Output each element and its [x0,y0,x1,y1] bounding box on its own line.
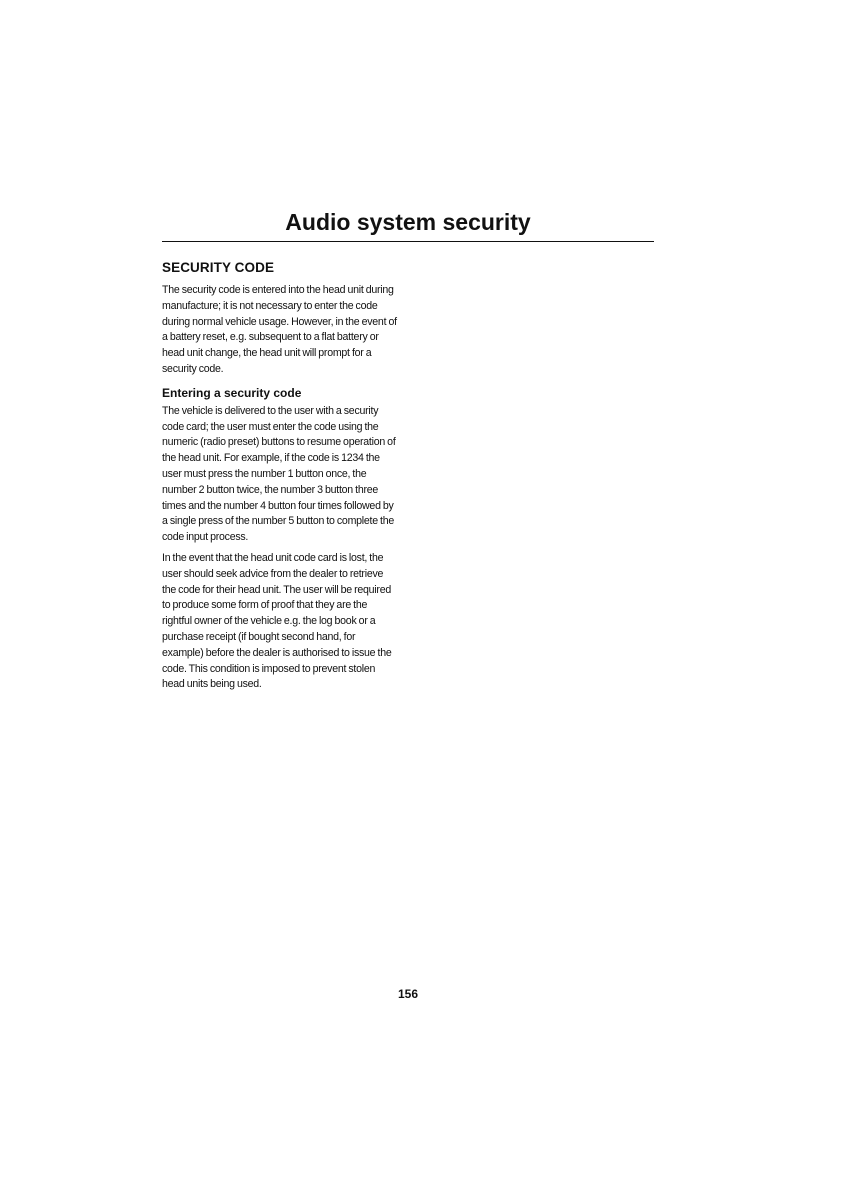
subheading-entering-security-code: Entering a security code [162,385,302,400]
page-title: Audio system security [285,209,531,235]
title-divider [162,241,654,242]
entering-code-paragraph: The vehicle is delivered to the user with a security code card; the user must enter the code using the numeric (radio preset) buttons to resume operation of the head unit. For example, if the code is 1234 the user must press the number 1 button once, the number 2 button twice, the number 3 button three times and the number 4 button four times followed by a single press of the number 5 button to complete the code input process. [162,404,396,544]
lost-code-card-paragraph: In the event that the head unit code card is lost, the user should seek advice from the dealer to retrieve the code for their head unit. The user will be required to produce some form of proof that they are the rightful owner of the vehicle e.g. the log book or a purchase receipt (if bought second hand, for example) before the dealer is authorised to issue the code. This condition is imposed to prevent stolen head units being used. [162,551,392,691]
section-heading-security-code: SECURITY CODE [162,260,275,275]
main-content [162,258,398,698]
intro-paragraph: The security code is entered into the head unit during manufacture; it is not necessary to enter the code during normal vehicle usage. However, in the event of a battery reset, e.g. subsequent to a flat battery or head unit change, the head unit will prompt for a security code. [162,284,397,375]
page-number: 156 [397,987,419,1001]
